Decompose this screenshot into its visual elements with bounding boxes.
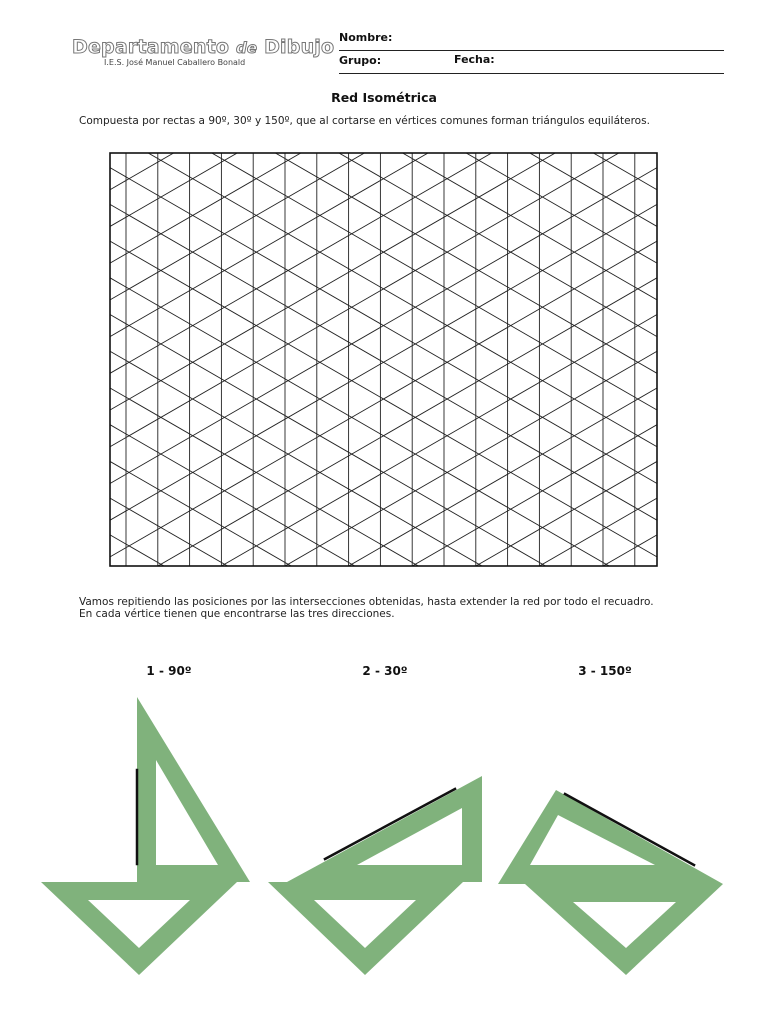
step-2-label: 2 - 30º	[362, 664, 408, 678]
page-title: Red Isométrica	[331, 90, 437, 105]
description-text: Compuesta por rectas a 90º, 30º y 150º, que al cortarse en vértices comunes forman triángulos equiláteros.	[79, 115, 650, 127]
step-1-lower-set-square	[41, 882, 237, 975]
step-1-label: 1 - 90º	[146, 664, 192, 678]
step-2-ruler-edge	[325, 789, 455, 859]
step-3-ruler-edge	[565, 794, 694, 865]
logo-main-text: Departamento	[72, 36, 230, 58]
logo-de-text: de	[235, 39, 258, 57]
step-3-upper-set-square	[498, 790, 723, 884]
step-3-lower-set-square	[525, 884, 723, 975]
school-name: I.E.S. José Manuel Caballero Bonald	[104, 58, 246, 67]
logo-end-text: Dibujo	[264, 36, 335, 58]
step-2-lower-set-square	[268, 882, 463, 975]
fecha-label: Fecha:	[454, 53, 495, 66]
grupo-label: Grupo:	[339, 54, 382, 67]
step-1-upper-set-square	[137, 697, 250, 882]
nombre-label: Nombre:	[339, 31, 393, 44]
instructions-line-1: Vamos repitiendo las posiciones por las intersecciones obtenidas, hasta extender la red por todo el recuadro.	[79, 596, 654, 608]
step-2-upper-set-square	[287, 776, 482, 882]
instructions-line-2: En cada vértice tienen que encontrarse las tres direcciones.	[79, 608, 395, 620]
step-3-label: 3 - 150º	[578, 664, 632, 678]
